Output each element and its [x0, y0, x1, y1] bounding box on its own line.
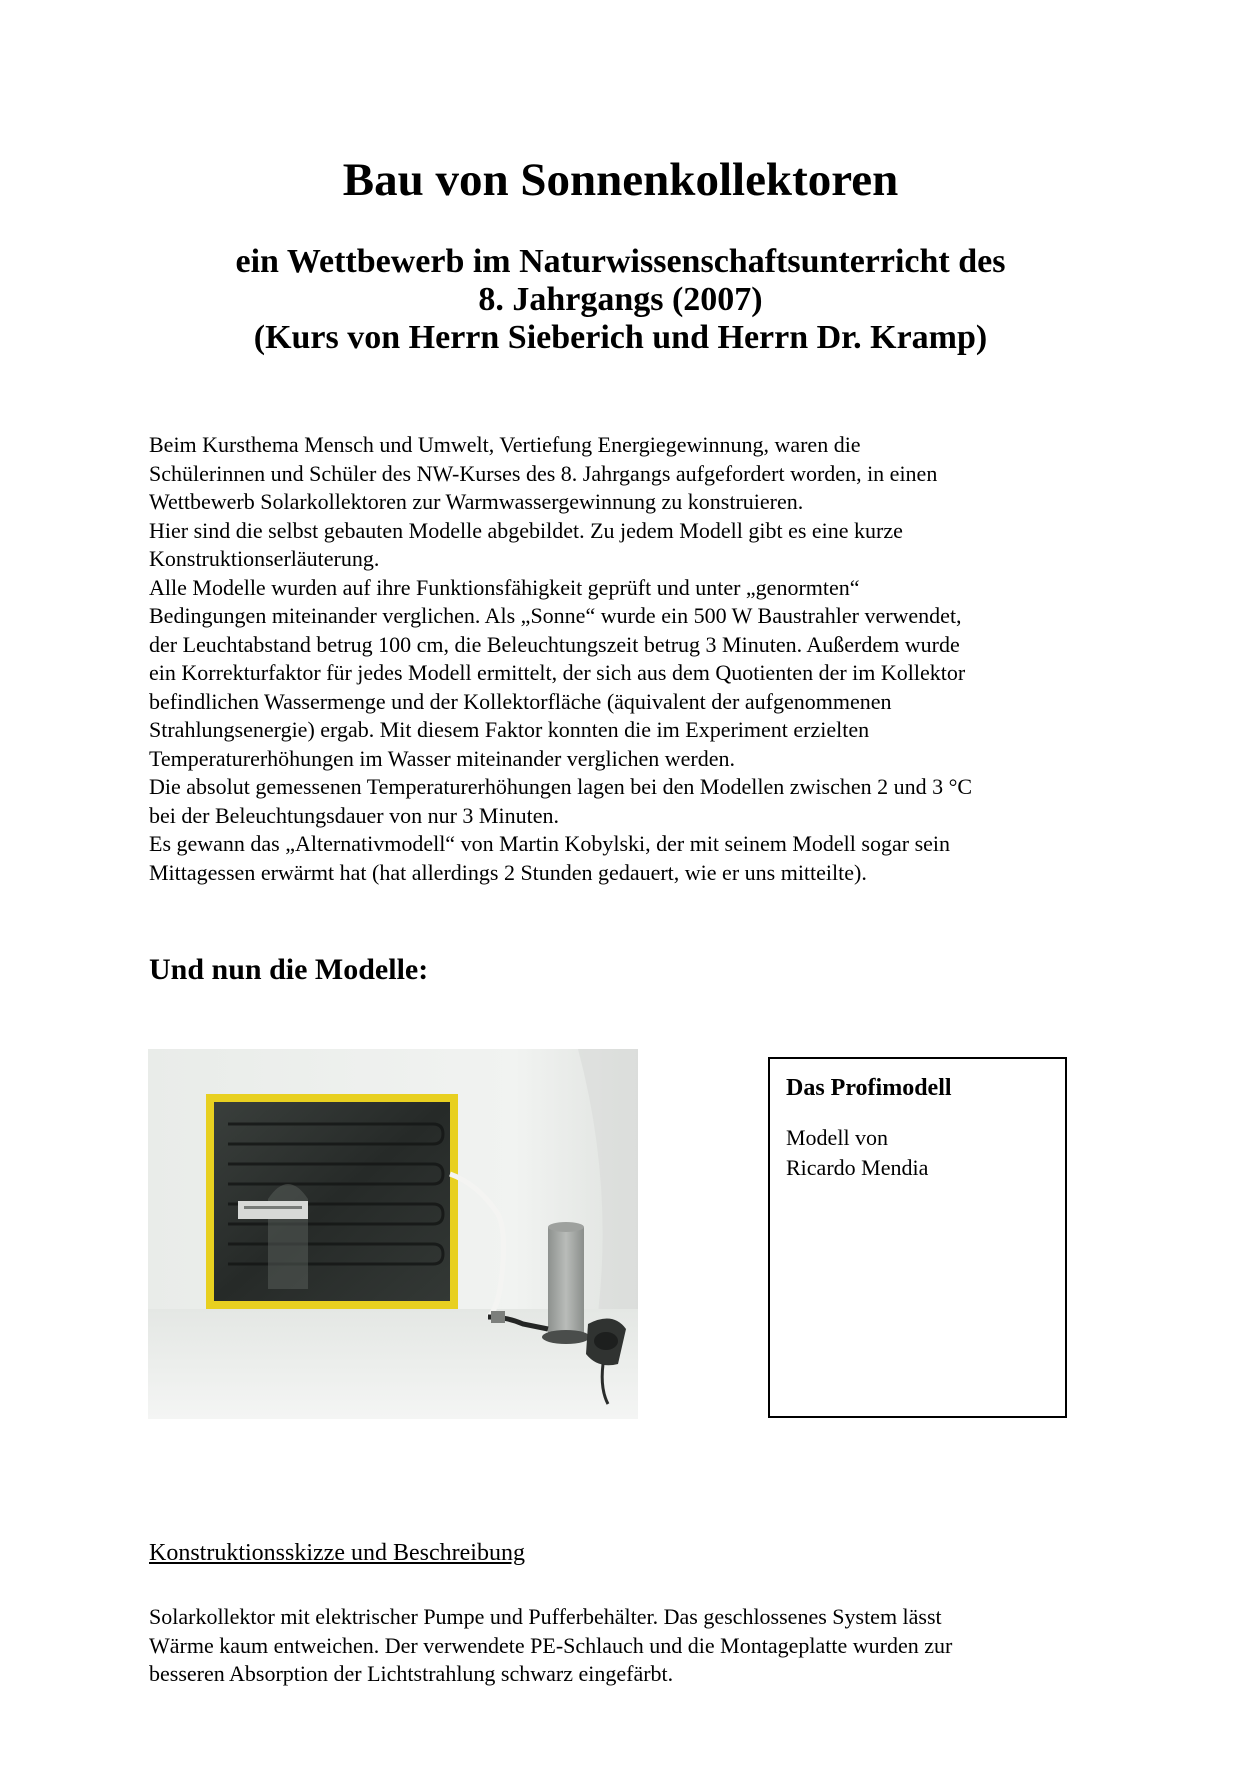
intro-line: Temperaturerhöhungen im Wasser miteinander verglichen werden. — [149, 745, 735, 771]
intro-line: Beim Kursthema Mensch und Umwelt, Vertiefung Energiegewinnung, waren die — [149, 432, 861, 457]
intro-line: Die absolut gemessenen Temperaturerhöhungen lagen bei den Modellen zwischen 2 und 3 °C — [149, 774, 973, 799]
intro-line: Konstruktionserläuterung. — [149, 546, 380, 571]
intro-line: Wettbewerb Solarkollektoren zur Warmwassergewinnung zu konstruieren. — [149, 489, 804, 514]
document-subtitle — [0, 243, 1241, 357]
intro-line: Hier sind die selbst gebauten Modelle abgebildet. Zu jedem Modell gibt es eine kurze — [149, 517, 903, 543]
construction-line: Wärme kaum entweichen. Der verwendete PE-Schlauch und die Montageplatte wurden zur — [149, 1632, 953, 1658]
intro-line: der Leuchtabstand betrug 100 cm, die Beleuchtungszeit betrug 3 Minuten. Außerdem wurde — [149, 631, 960, 657]
intro-line: Mittagessen erwärmt hat (hat allerdings 2 Stunden gedauert, wie er uns mitteilte). — [149, 859, 867, 885]
construction-description — [149, 1603, 1109, 1689]
intro-line: Schülerinnen und Schüler des NW-Kurses des 8. Jahrgangs aufgefordert worden, in einen — [149, 460, 938, 486]
model-author — [786, 1123, 1049, 1183]
intro-line: Strahlungsenergie) ergab. Mit diesem Faktor konnten die im Experiment erzielten — [149, 717, 870, 742]
intro-paragraph — [149, 431, 1109, 887]
intro-line: ein Korrekturfaktor für jedes Modell ermittelt, der sich aus dem Quotienten der im Kollektor — [149, 660, 966, 685]
solar-collector-photo — [148, 1049, 638, 1419]
construction-line: Solarkollektor mit elektrischer Pumpe und Pufferbehälter. Das geschlossenes System lässt — [149, 1604, 942, 1629]
document-title: Bau von Sonnenkollektoren — [342, 154, 899, 206]
model-text-line: Modell von — [786, 1125, 889, 1150]
subtitle-line: ein Wettbewerb im Naturwissenschaftsunterricht des — [235, 243, 1006, 280]
model-text-line: Ricardo Mendia — [786, 1155, 929, 1180]
construction-line: besseren Absorption der Lichtstrahlung schwarz eingefärbt. — [149, 1661, 674, 1686]
subtitle-line: (Kurs von Herrn Sieberich und Herrn Dr. Kramp) — [253, 319, 988, 356]
model-title: Das Profimodell — [786, 1075, 952, 1101]
model-info-box — [768, 1057, 1067, 1418]
intro-line: Es gewann das „Alternativmodell“ von Martin Kobylski, der mit seinem Modell sogar sein — [149, 831, 951, 856]
intro-line: Bedingungen miteinander verglichen. Als „Sonne“ wurde ein 500 W Baustrahler verwendet, — [149, 603, 962, 628]
intro-line: bei der Beleuchtungsdauer von nur 3 Minuten. — [149, 802, 559, 828]
subtitle-line: 8. Jahrgangs (2007) — [478, 281, 763, 318]
construction-heading: Konstruktionsskizze und Beschreibung — [149, 1540, 525, 1566]
models-heading: Und nun die Modelle: — [149, 953, 429, 986]
intro-line: Alle Modelle wurden auf ihre Funktionsfähigkeit geprüft und unter „genormten“ — [149, 574, 860, 600]
intro-line: befindlichen Wassermenge und der Kollektorfläche (äquivalent der aufgenommenen — [149, 688, 892, 714]
